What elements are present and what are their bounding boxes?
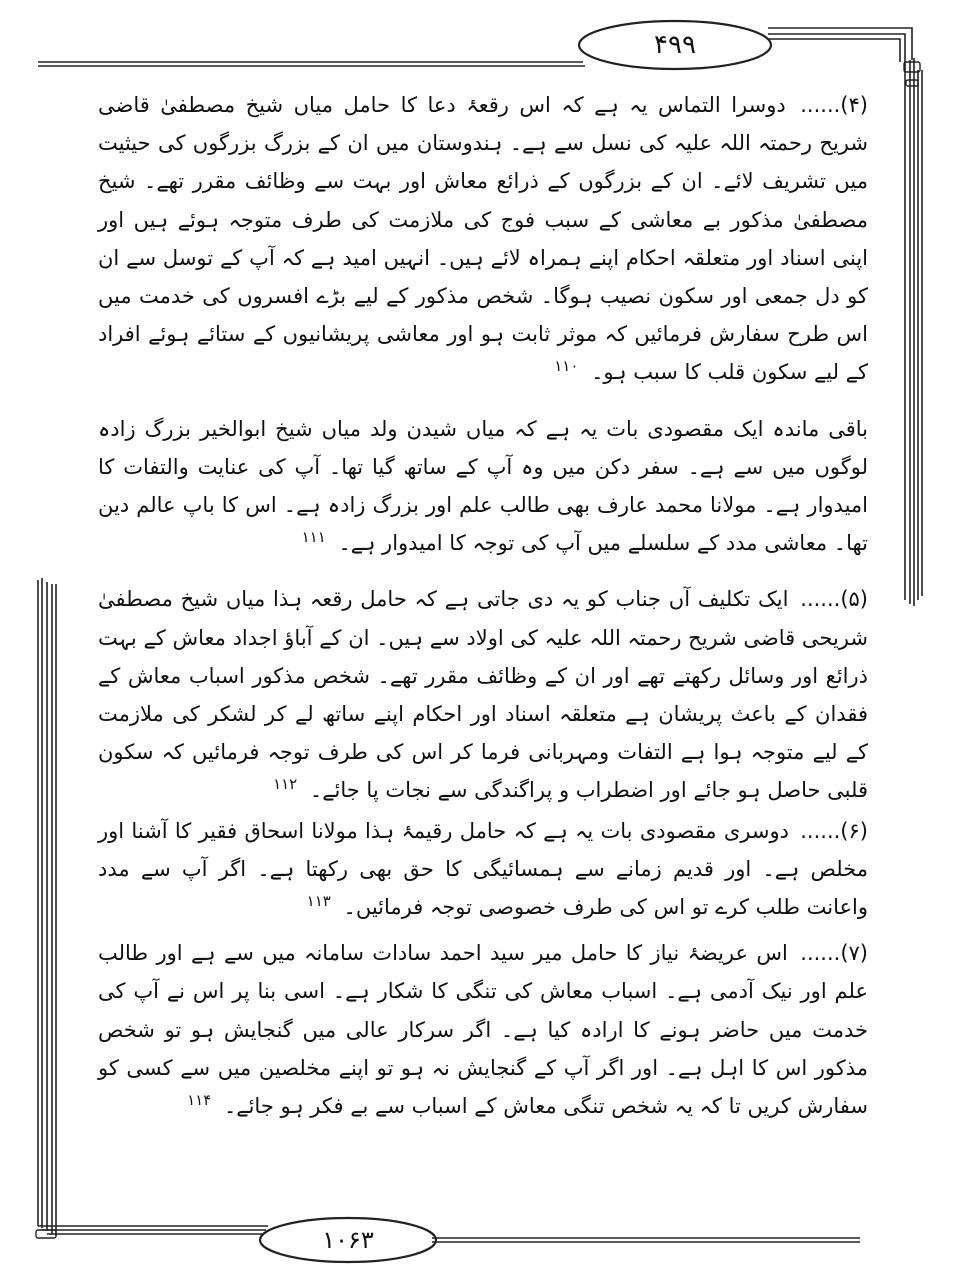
paragraph-4 — [98, 86, 868, 392]
bottom-page-number: ۱۰۶۳ — [322, 1226, 374, 1254]
paragraph-number: (۵)...... — [800, 587, 868, 612]
paragraph-text: دوسری مقصودی بات یہ ہے کہ حامل رقیمۂ ہذا مولانا اسحاق فقیر کا آشنا اور مخلص ہے۔ اور قدیم زمانے سے ہمسائیگی کا حق بھی رکھتا ہے۔ اگر آپ سے مدد واعانت طلب کرے تو اس کی طرف خصوصی توجہ فرمائیں۔ — [98, 818, 868, 920]
paragraph-text: ایک تکلیف آں جناب کو یہ دی جاتی ہے کہ حامل رقعہ ہذا میاں شیخ مصطفیٰ شریحی قاضی شریح رحمتہ اللہ علیہ کی اولاد سے ہیں۔ ان کے آباؤ اجداد معاش کے بہت ذرائع اور وسائل رکھتے تھے اور ان کے وظائف مقرر تھے۔ شخص مذکور اسباب معاش کے فقدان کے باعث پریشان ہے متعلقہ اسناد اور احکام اپنے ساتھ لے کر لشکر کی ملازمت کے لیے متوجہ ہوا ہے التفات ومہربانی فرما کر اس کی طرف توجہ فرمائیں کہ سکون قلبی حاصل ہو جائے اور اضطراب و پراگندگی سے نجات پا جائے۔ — [98, 587, 868, 803]
top-ribbon — [38, 28, 912, 66]
paragraph-number: (۴)...... — [800, 93, 868, 117]
footnote-marker: ۱۱۳ — [306, 892, 331, 911]
paragraph-5 — [98, 580, 868, 809]
paragraph-remaining — [98, 410, 868, 563]
footnote-marker: ۱۱۰ — [554, 357, 579, 376]
paragraph-7 — [98, 934, 868, 1125]
paragraph-text: دوسرا التماس یہ ہے کہ اس رقعۂ دعا کا حامل میاں شیخ مصطفیٰ قاضی شریح رحمتہ اللہ علیہ کی نسل سے ہے۔ ہندوستان میں ان کے بزرگ بزرگوں کی حیثیت میں تشریف لائے۔ ان کے بزرگوں کے ذرائع معاش اور بہت سے وظائف مقرر تھے۔ شیخ مصطفیٰ مذکور بے معاشی کے سبب فوج کی ملازمت کی طرف متوجہ ہوئے ہیں اور اپنی اسناد اور متعلقہ احکام اپنے ہمراہ لائے ہیں۔ انہیں امید ہے کہ آپ کے توسل سے ان کو دل جمعی اور سکون نصیب ہوگا۔ شخص مذکور کے لیے بڑے افسروں کی خدمت میں اس طرح سفارش فرمائیں کہ موثر ثابت ہو اور معاشی پریشانیوں کے ستائے ہوئے افراد کے لیے سکون قلب کا سبب ہو۔ — [98, 93, 868, 385]
page-body — [98, 86, 868, 1125]
paragraph-text: اس عریضۂ نیاز کا حامل میر سید احمد سادات سامانہ میں سے ہے اور طالب علم اور نیک آدمی ہے۔ اسباب معاش کی تنگی کا شکار ہے۔ اسی بنا پر اس نے آپ کی خدمت میں حاضر ہونے کا ارادہ کیا ہے۔ اگر سرکار عالی میں گنجایش ہو تو شخص مذکور اس کا اہل ہے۔ اور اگر آپ کے گنجایش نہ ہو تو اپنے مخلصین میں سے کسی کو سفارش کریں تا کہ یہ شخص تنگی معاش کے اسباب سے بے فکر ہو جائے۔ — [98, 941, 868, 1119]
top-page-number: ۴۹۹ — [654, 30, 696, 60]
right-border — [905, 58, 922, 606]
bottom-ribbon — [38, 1226, 860, 1242]
paragraph-6 — [98, 812, 868, 927]
paragraph-text: باقی ماندہ ایک مقصودی بات یہ ہے کہ میاں شیدن ولد میاں شیخ ابوالخیر بزرگ زادہ لوگوں میں سے ہے۔ سفر دکن میں وہ آپ کے ساتھ گیا تھا۔ آپ کی عنایت والتفات کا امیدوار ہے۔ مولانا محمد عارف بھی طالب علم اور بزرگ زادہ ہے۔ اس کا باپ عالم دین تھا۔ معاشی مدد کے سلسلے میں آپ کی توجہ کا امیدوار ہے۔ — [98, 416, 868, 556]
footnote-marker: ۱۱۴ — [187, 1091, 212, 1110]
paragraph-number: (۷)...... — [800, 941, 868, 966]
footnote-marker: ۱۱۲ — [273, 775, 298, 794]
paragraph-number: (۶)...... — [800, 818, 868, 843]
left-border — [38, 578, 56, 1236]
footnote-marker: ۱۱۱ — [301, 528, 326, 547]
